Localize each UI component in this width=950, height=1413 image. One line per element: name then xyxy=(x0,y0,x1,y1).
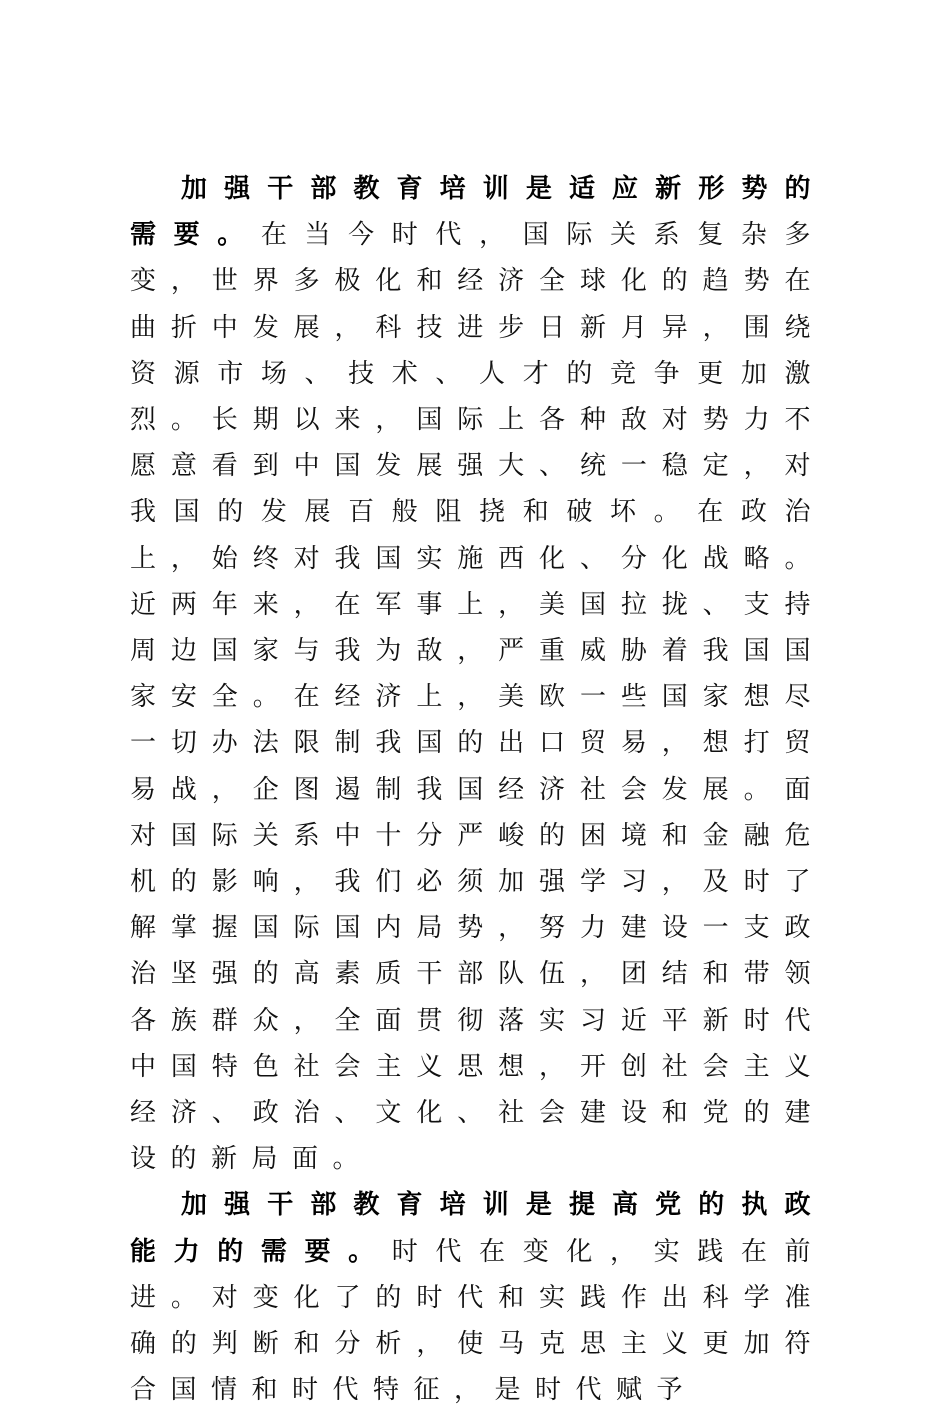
document-page xyxy=(130,166,825,1413)
paragraph-heading: 加强干部教育培训是适应新形势的需要。 xyxy=(130,174,825,251)
paragraph xyxy=(130,1182,825,1413)
paragraph-body: 时代在变化，实践在前进。对变化了的时代和实践作出科学准确的判断和分析，使马克思主义更加符合国情和时代特征，是时代赋予 xyxy=(130,1236,825,1406)
paragraph xyxy=(130,166,825,1182)
paragraph-heading: 加强干部教育培训是提高党的执政能力的需要。 xyxy=(130,1190,825,1267)
paragraph-body: 在当今时代，国际关系复杂多变，世界多极化和经济全球化的趋势在曲折中发展，科技进步日新月异，围绕资源市场、技术、人才的竞争更加激烈。长期以来，国际上各种敌对势力不愿意看到中国发展强大、统一稳定，对我国的发展百般阻挠和破坏。在政治上，始终对我国实施西化、分化战略。近两年来，在军事上，美国拉拢、支持周边国家与我为敌，严重威胁着我国国家安全。在经济上，美欧一些国家想尽一切办法限制我国的出口贸易，想打贸易战，企图遏制我国经济社会发展。面对国际关系中十分严峻的困境和金融危机的影响，我们必须加强学习，及时了解掌握国际国内局势，努力建设一支政治坚强的高素质干部队伍，团结和带领各族群众，全面贯彻落实习近平新时代中国特色社会主义思想，开创社会主义经济、政治、文化、社会建设和党的建设的新局面。 xyxy=(130,220,825,1175)
